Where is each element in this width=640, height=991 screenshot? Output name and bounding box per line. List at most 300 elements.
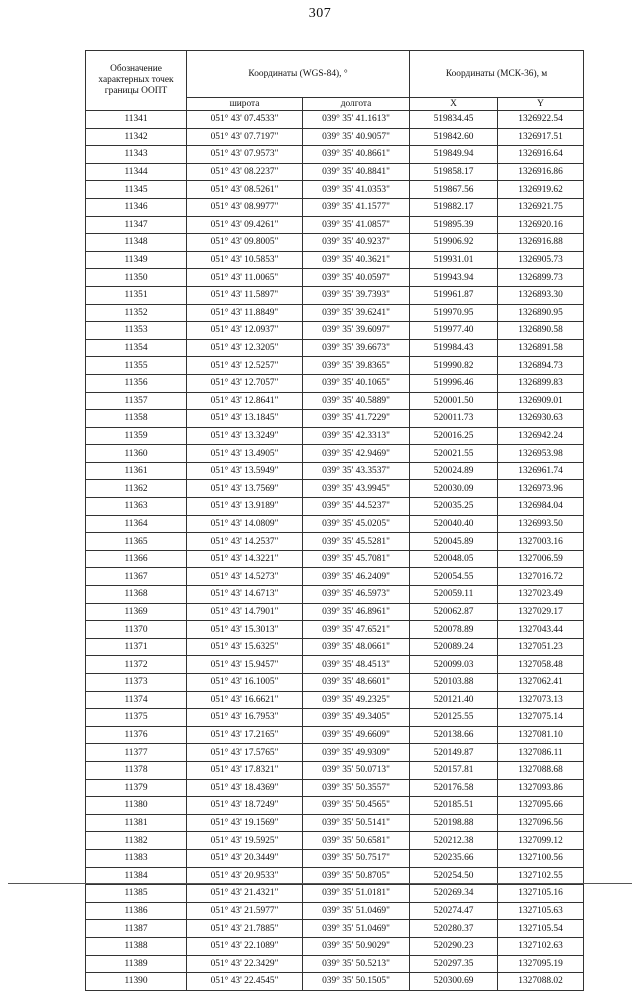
longitude-cell: 039° 35' 50.4565" bbox=[303, 797, 410, 815]
point-id-cell: 11381 bbox=[86, 814, 187, 832]
header-x: X bbox=[410, 98, 498, 111]
point-id-cell: 11346 bbox=[86, 198, 187, 216]
y-cell: 1326984.04 bbox=[498, 498, 584, 516]
x-cell: 519882.17 bbox=[410, 198, 498, 216]
x-cell: 520290.23 bbox=[410, 937, 498, 955]
table-row bbox=[86, 937, 584, 955]
table-row bbox=[86, 128, 584, 146]
latitude-cell: 051° 43' 09.8005" bbox=[187, 234, 303, 252]
point-id-cell: 11390 bbox=[86, 973, 187, 991]
y-cell: 1327023.49 bbox=[498, 586, 584, 604]
table-row bbox=[86, 761, 584, 779]
y-cell: 1326961.74 bbox=[498, 462, 584, 480]
table-row bbox=[86, 656, 584, 674]
y-cell: 1327003.16 bbox=[498, 533, 584, 551]
y-cell: 1326916.86 bbox=[498, 163, 584, 181]
table-row bbox=[86, 726, 584, 744]
x-cell: 520054.55 bbox=[410, 568, 498, 586]
longitude-cell: 039° 35' 39.8365" bbox=[303, 357, 410, 375]
x-cell: 520078.89 bbox=[410, 621, 498, 639]
x-cell: 519867.56 bbox=[410, 181, 498, 199]
longitude-cell: 039° 35' 48.0661" bbox=[303, 638, 410, 656]
longitude-cell: 039° 35' 48.6601" bbox=[303, 674, 410, 692]
y-cell: 1326917.51 bbox=[498, 128, 584, 146]
x-cell: 520176.58 bbox=[410, 779, 498, 797]
latitude-cell: 051° 43' 21.4321" bbox=[187, 885, 303, 903]
longitude-cell: 039° 35' 40.8841" bbox=[303, 163, 410, 181]
latitude-cell: 051° 43' 09.4261" bbox=[187, 216, 303, 234]
latitude-cell: 051° 43' 11.5897" bbox=[187, 286, 303, 304]
table-row bbox=[86, 920, 584, 938]
x-cell: 519895.39 bbox=[410, 216, 498, 234]
point-id-cell: 11351 bbox=[86, 286, 187, 304]
latitude-cell: 051° 43' 08.5261" bbox=[187, 181, 303, 199]
point-id-cell: 11348 bbox=[86, 234, 187, 252]
x-cell: 520198.88 bbox=[410, 814, 498, 832]
y-cell: 1327073.13 bbox=[498, 691, 584, 709]
y-cell: 1326890.58 bbox=[498, 322, 584, 340]
table-row bbox=[86, 286, 584, 304]
y-cell: 1327043.44 bbox=[498, 621, 584, 639]
y-cell: 1327095.66 bbox=[498, 797, 584, 815]
y-cell: 1326891.58 bbox=[498, 339, 584, 357]
longitude-cell: 039° 35' 40.8661" bbox=[303, 146, 410, 164]
point-id-cell: 11363 bbox=[86, 498, 187, 516]
y-cell: 1327051.23 bbox=[498, 638, 584, 656]
longitude-cell: 039° 35' 49.2325" bbox=[303, 691, 410, 709]
table-row bbox=[86, 111, 584, 129]
table-row bbox=[86, 462, 584, 480]
x-cell: 520212.38 bbox=[410, 832, 498, 850]
longitude-cell: 039° 35' 50.1505" bbox=[303, 973, 410, 991]
point-id-cell: 11373 bbox=[86, 674, 187, 692]
latitude-cell: 051° 43' 07.4533" bbox=[187, 111, 303, 129]
header-wgs84: Координаты (WGS-84), ° bbox=[187, 51, 410, 98]
latitude-cell: 051° 43' 19.1569" bbox=[187, 814, 303, 832]
point-id-cell: 11376 bbox=[86, 726, 187, 744]
y-cell: 1327016.72 bbox=[498, 568, 584, 586]
x-cell: 519834.45 bbox=[410, 111, 498, 129]
y-cell: 1327095.19 bbox=[498, 955, 584, 973]
longitude-cell: 039° 35' 50.9029" bbox=[303, 937, 410, 955]
x-cell: 520149.87 bbox=[410, 744, 498, 762]
longitude-cell: 039° 35' 50.6581" bbox=[303, 832, 410, 850]
point-id-cell: 11341 bbox=[86, 111, 187, 129]
table-row bbox=[86, 234, 584, 252]
y-cell: 1327081.10 bbox=[498, 726, 584, 744]
point-id-cell: 11362 bbox=[86, 480, 187, 498]
table-row bbox=[86, 498, 584, 516]
x-cell: 520040.40 bbox=[410, 515, 498, 533]
table-row bbox=[86, 955, 584, 973]
header-latitude: широта bbox=[187, 98, 303, 111]
table-row bbox=[86, 357, 584, 375]
table-row bbox=[86, 621, 584, 639]
longitude-cell: 039° 35' 50.3557" bbox=[303, 779, 410, 797]
longitude-cell: 039° 35' 49.3405" bbox=[303, 709, 410, 727]
y-cell: 1326993.50 bbox=[498, 515, 584, 533]
table-row bbox=[86, 709, 584, 727]
x-cell: 520300.69 bbox=[410, 973, 498, 991]
y-cell: 1326922.54 bbox=[498, 111, 584, 129]
point-id-cell: 11344 bbox=[86, 163, 187, 181]
x-cell: 520059.11 bbox=[410, 586, 498, 604]
latitude-cell: 051° 43' 22.3429" bbox=[187, 955, 303, 973]
table-row bbox=[86, 410, 584, 428]
x-cell: 520099.03 bbox=[410, 656, 498, 674]
longitude-cell: 039° 35' 39.7393" bbox=[303, 286, 410, 304]
y-cell: 1327105.16 bbox=[498, 885, 584, 903]
y-cell: 1326930.63 bbox=[498, 410, 584, 428]
y-cell: 1327093.86 bbox=[498, 779, 584, 797]
x-cell: 520280.37 bbox=[410, 920, 498, 938]
point-id-cell: 11349 bbox=[86, 251, 187, 269]
longitude-cell: 039° 35' 50.0713" bbox=[303, 761, 410, 779]
point-id-cell: 11355 bbox=[86, 357, 187, 375]
latitude-cell: 051° 43' 13.1845" bbox=[187, 410, 303, 428]
table-row bbox=[86, 744, 584, 762]
longitude-cell: 039° 35' 40.0597" bbox=[303, 269, 410, 287]
point-id-cell: 11386 bbox=[86, 902, 187, 920]
point-id-cell: 11347 bbox=[86, 216, 187, 234]
latitude-cell: 051° 43' 12.8641" bbox=[187, 392, 303, 410]
y-cell: 1327105.63 bbox=[498, 902, 584, 920]
table-row bbox=[86, 339, 584, 357]
latitude-cell: 051° 43' 16.7953" bbox=[187, 709, 303, 727]
latitude-cell: 051° 43' 15.9457" bbox=[187, 656, 303, 674]
longitude-cell: 039° 35' 48.4513" bbox=[303, 656, 410, 674]
latitude-cell: 051° 43' 22.1089" bbox=[187, 937, 303, 955]
x-cell: 519984.43 bbox=[410, 339, 498, 357]
latitude-cell: 051° 43' 17.5765" bbox=[187, 744, 303, 762]
x-cell: 520011.73 bbox=[410, 410, 498, 428]
y-cell: 1326905.73 bbox=[498, 251, 584, 269]
point-id-cell: 11361 bbox=[86, 462, 187, 480]
header-y: Y bbox=[498, 98, 584, 111]
point-id-cell: 11372 bbox=[86, 656, 187, 674]
table-row bbox=[86, 533, 584, 551]
y-cell: 1326890.95 bbox=[498, 304, 584, 322]
y-cell: 1326899.73 bbox=[498, 269, 584, 287]
latitude-cell: 051° 43' 13.3249" bbox=[187, 427, 303, 445]
x-cell: 519931.01 bbox=[410, 251, 498, 269]
table-row bbox=[86, 867, 584, 885]
point-id-cell: 11378 bbox=[86, 761, 187, 779]
y-cell: 1326894.73 bbox=[498, 357, 584, 375]
y-cell: 1327088.02 bbox=[498, 973, 584, 991]
y-cell: 1326899.83 bbox=[498, 374, 584, 392]
latitude-cell: 051° 43' 12.5257" bbox=[187, 357, 303, 375]
latitude-cell: 051° 43' 17.2165" bbox=[187, 726, 303, 744]
point-id-cell: 11354 bbox=[86, 339, 187, 357]
latitude-cell: 051° 43' 19.5925" bbox=[187, 832, 303, 850]
longitude-cell: 039° 35' 50.5141" bbox=[303, 814, 410, 832]
x-cell: 520045.89 bbox=[410, 533, 498, 551]
latitude-cell: 051° 43' 07.7197" bbox=[187, 128, 303, 146]
point-id-cell: 11359 bbox=[86, 427, 187, 445]
y-cell: 1326920.16 bbox=[498, 216, 584, 234]
table-row bbox=[86, 814, 584, 832]
longitude-cell: 039° 35' 39.6097" bbox=[303, 322, 410, 340]
longitude-cell: 039° 35' 45.0205" bbox=[303, 515, 410, 533]
point-id-cell: 11375 bbox=[86, 709, 187, 727]
longitude-cell: 039° 35' 43.9945" bbox=[303, 480, 410, 498]
point-id-cell: 11389 bbox=[86, 955, 187, 973]
longitude-cell: 039° 35' 41.1613" bbox=[303, 111, 410, 129]
longitude-cell: 039° 35' 40.9237" bbox=[303, 234, 410, 252]
y-cell: 1327006.59 bbox=[498, 550, 584, 568]
table-row bbox=[86, 216, 584, 234]
latitude-cell: 051° 43' 21.7885" bbox=[187, 920, 303, 938]
header-msk36: Координаты (МСК-36), м bbox=[410, 51, 584, 98]
latitude-cell: 051° 43' 14.0809" bbox=[187, 515, 303, 533]
point-id-cell: 11369 bbox=[86, 603, 187, 621]
table-row bbox=[86, 251, 584, 269]
x-cell: 519990.82 bbox=[410, 357, 498, 375]
latitude-cell: 051° 43' 11.8849" bbox=[187, 304, 303, 322]
longitude-cell: 039° 35' 40.9057" bbox=[303, 128, 410, 146]
longitude-cell: 039° 35' 40.1065" bbox=[303, 374, 410, 392]
table-row bbox=[86, 427, 584, 445]
latitude-cell: 051° 43' 14.6713" bbox=[187, 586, 303, 604]
y-cell: 1327058.48 bbox=[498, 656, 584, 674]
x-cell: 520254.50 bbox=[410, 867, 498, 885]
x-cell: 519858.17 bbox=[410, 163, 498, 181]
latitude-cell: 051° 43' 14.7901" bbox=[187, 603, 303, 621]
longitude-cell: 039° 35' 43.3537" bbox=[303, 462, 410, 480]
coordinates-table bbox=[85, 50, 584, 991]
longitude-cell: 039° 35' 42.9469" bbox=[303, 445, 410, 463]
point-id-cell: 11364 bbox=[86, 515, 187, 533]
longitude-cell: 039° 35' 51.0181" bbox=[303, 885, 410, 903]
y-cell: 1327075.14 bbox=[498, 709, 584, 727]
y-cell: 1326909.01 bbox=[498, 392, 584, 410]
x-cell: 520030.09 bbox=[410, 480, 498, 498]
x-cell: 519961.87 bbox=[410, 286, 498, 304]
longitude-cell: 039° 35' 49.9309" bbox=[303, 744, 410, 762]
latitude-cell: 051° 43' 20.3449" bbox=[187, 849, 303, 867]
point-id-cell: 11379 bbox=[86, 779, 187, 797]
latitude-cell: 051° 43' 21.5977" bbox=[187, 902, 303, 920]
x-cell: 520138.66 bbox=[410, 726, 498, 744]
x-cell: 520274.47 bbox=[410, 902, 498, 920]
y-cell: 1327099.12 bbox=[498, 832, 584, 850]
header-designation: Обозначение характерных точек границы ООПТ bbox=[86, 51, 187, 111]
x-cell: 519977.40 bbox=[410, 322, 498, 340]
latitude-cell: 051° 43' 07.9573" bbox=[187, 146, 303, 164]
latitude-cell: 051° 43' 15.6325" bbox=[187, 638, 303, 656]
x-cell: 520121.40 bbox=[410, 691, 498, 709]
point-id-cell: 11384 bbox=[86, 867, 187, 885]
point-id-cell: 11353 bbox=[86, 322, 187, 340]
y-cell: 1326916.64 bbox=[498, 146, 584, 164]
x-cell: 520001.50 bbox=[410, 392, 498, 410]
table-row bbox=[86, 392, 584, 410]
table-row bbox=[86, 269, 584, 287]
y-cell: 1326953.98 bbox=[498, 445, 584, 463]
x-cell: 519906.92 bbox=[410, 234, 498, 252]
latitude-cell: 051° 43' 16.1005" bbox=[187, 674, 303, 692]
table-row bbox=[86, 568, 584, 586]
table-row bbox=[86, 322, 584, 340]
longitude-cell: 039° 35' 46.5973" bbox=[303, 586, 410, 604]
y-cell: 1326921.75 bbox=[498, 198, 584, 216]
x-cell: 520062.87 bbox=[410, 603, 498, 621]
longitude-cell: 039° 35' 41.0353" bbox=[303, 181, 410, 199]
x-cell: 520297.35 bbox=[410, 955, 498, 973]
table-row bbox=[86, 198, 584, 216]
latitude-cell: 051° 43' 13.7569" bbox=[187, 480, 303, 498]
y-cell: 1326919.62 bbox=[498, 181, 584, 199]
longitude-cell: 039° 35' 49.6609" bbox=[303, 726, 410, 744]
x-cell: 519943.94 bbox=[410, 269, 498, 287]
header-longitude: долгота bbox=[303, 98, 410, 111]
y-cell: 1327102.55 bbox=[498, 867, 584, 885]
table-row bbox=[86, 779, 584, 797]
latitude-cell: 051° 43' 11.0065" bbox=[187, 269, 303, 287]
latitude-cell: 051° 43' 14.5273" bbox=[187, 568, 303, 586]
longitude-cell: 039° 35' 42.3313" bbox=[303, 427, 410, 445]
point-id-cell: 11377 bbox=[86, 744, 187, 762]
table-row bbox=[86, 973, 584, 991]
longitude-cell: 039° 35' 39.6241" bbox=[303, 304, 410, 322]
table-row bbox=[86, 885, 584, 903]
y-cell: 1326973.96 bbox=[498, 480, 584, 498]
latitude-cell: 051° 43' 14.3221" bbox=[187, 550, 303, 568]
table-row bbox=[86, 146, 584, 164]
point-id-cell: 11356 bbox=[86, 374, 187, 392]
table-row bbox=[86, 832, 584, 850]
table-row bbox=[86, 586, 584, 604]
x-cell: 520185.51 bbox=[410, 797, 498, 815]
table-row bbox=[86, 515, 584, 533]
table-row bbox=[86, 163, 584, 181]
latitude-cell: 051° 43' 12.3205" bbox=[187, 339, 303, 357]
longitude-cell: 039° 35' 39.6673" bbox=[303, 339, 410, 357]
latitude-cell: 051° 43' 10.5853" bbox=[187, 251, 303, 269]
point-id-cell: 11360 bbox=[86, 445, 187, 463]
table-row bbox=[86, 603, 584, 621]
longitude-cell: 039° 35' 41.1577" bbox=[303, 198, 410, 216]
point-id-cell: 11371 bbox=[86, 638, 187, 656]
longitude-cell: 039° 35' 40.5889" bbox=[303, 392, 410, 410]
latitude-cell: 051° 43' 17.8321" bbox=[187, 761, 303, 779]
x-cell: 520235.66 bbox=[410, 849, 498, 867]
table-row bbox=[86, 691, 584, 709]
x-cell: 520103.88 bbox=[410, 674, 498, 692]
table-row bbox=[86, 902, 584, 920]
table-row bbox=[86, 849, 584, 867]
x-cell: 520021.55 bbox=[410, 445, 498, 463]
x-cell: 520089.24 bbox=[410, 638, 498, 656]
point-id-cell: 11365 bbox=[86, 533, 187, 551]
longitude-cell: 039° 35' 50.5213" bbox=[303, 955, 410, 973]
x-cell: 520048.05 bbox=[410, 550, 498, 568]
longitude-cell: 039° 35' 47.6521" bbox=[303, 621, 410, 639]
longitude-cell: 039° 35' 45.7081" bbox=[303, 550, 410, 568]
latitude-cell: 051° 43' 12.7057" bbox=[187, 374, 303, 392]
latitude-cell: 051° 43' 08.9977" bbox=[187, 198, 303, 216]
point-id-cell: 11352 bbox=[86, 304, 187, 322]
latitude-cell: 051° 43' 18.7249" bbox=[187, 797, 303, 815]
x-cell: 520269.34 bbox=[410, 885, 498, 903]
y-cell: 1327105.54 bbox=[498, 920, 584, 938]
point-id-cell: 11342 bbox=[86, 128, 187, 146]
latitude-cell: 051° 43' 15.3013" bbox=[187, 621, 303, 639]
longitude-cell: 039° 35' 50.7517" bbox=[303, 849, 410, 867]
point-id-cell: 11388 bbox=[86, 937, 187, 955]
longitude-cell: 039° 35' 46.2409" bbox=[303, 568, 410, 586]
x-cell: 519842.60 bbox=[410, 128, 498, 146]
table-row bbox=[86, 638, 584, 656]
longitude-cell: 039° 35' 45.5281" bbox=[303, 533, 410, 551]
x-cell: 520157.81 bbox=[410, 761, 498, 779]
point-id-cell: 11387 bbox=[86, 920, 187, 938]
latitude-cell: 051° 43' 18.4369" bbox=[187, 779, 303, 797]
y-cell: 1327088.68 bbox=[498, 761, 584, 779]
longitude-cell: 039° 35' 44.5237" bbox=[303, 498, 410, 516]
point-id-cell: 11366 bbox=[86, 550, 187, 568]
latitude-cell: 051° 43' 12.0937" bbox=[187, 322, 303, 340]
x-cell: 519970.95 bbox=[410, 304, 498, 322]
latitude-cell: 051° 43' 22.4545" bbox=[187, 973, 303, 991]
table-row bbox=[86, 480, 584, 498]
latitude-cell: 051° 43' 14.2537" bbox=[187, 533, 303, 551]
point-id-cell: 11358 bbox=[86, 410, 187, 428]
table-row bbox=[86, 181, 584, 199]
latitude-cell: 051° 43' 08.2237" bbox=[187, 163, 303, 181]
longitude-cell: 039° 35' 51.0469" bbox=[303, 920, 410, 938]
table-row bbox=[86, 445, 584, 463]
x-cell: 519996.46 bbox=[410, 374, 498, 392]
point-id-cell: 11382 bbox=[86, 832, 187, 850]
point-id-cell: 11385 bbox=[86, 885, 187, 903]
x-cell: 519849.94 bbox=[410, 146, 498, 164]
y-cell: 1327029.17 bbox=[498, 603, 584, 621]
latitude-cell: 051° 43' 13.5949" bbox=[187, 462, 303, 480]
point-id-cell: 11345 bbox=[86, 181, 187, 199]
x-cell: 520016.25 bbox=[410, 427, 498, 445]
point-id-cell: 11357 bbox=[86, 392, 187, 410]
y-cell: 1326942.24 bbox=[498, 427, 584, 445]
longitude-cell: 039° 35' 50.8705" bbox=[303, 867, 410, 885]
latitude-cell: 051° 43' 13.4905" bbox=[187, 445, 303, 463]
bottom-divider bbox=[8, 883, 632, 884]
point-id-cell: 11350 bbox=[86, 269, 187, 287]
latitude-cell: 051° 43' 13.9189" bbox=[187, 498, 303, 516]
point-id-cell: 11367 bbox=[86, 568, 187, 586]
y-cell: 1327086.11 bbox=[498, 744, 584, 762]
longitude-cell: 039° 35' 40.3621" bbox=[303, 251, 410, 269]
table-row bbox=[86, 797, 584, 815]
x-cell: 520035.25 bbox=[410, 498, 498, 516]
table-body bbox=[86, 111, 584, 991]
longitude-cell: 039° 35' 41.7229" bbox=[303, 410, 410, 428]
point-id-cell: 11370 bbox=[86, 621, 187, 639]
point-id-cell: 11380 bbox=[86, 797, 187, 815]
y-cell: 1327102.63 bbox=[498, 937, 584, 955]
y-cell: 1327100.56 bbox=[498, 849, 584, 867]
longitude-cell: 039° 35' 46.8961" bbox=[303, 603, 410, 621]
longitude-cell: 039° 35' 51.0469" bbox=[303, 902, 410, 920]
point-id-cell: 11374 bbox=[86, 691, 187, 709]
table-row bbox=[86, 550, 584, 568]
y-cell: 1326893.30 bbox=[498, 286, 584, 304]
y-cell: 1326916.88 bbox=[498, 234, 584, 252]
page-number: 307 bbox=[308, 6, 332, 21]
point-id-cell: 11343 bbox=[86, 146, 187, 164]
point-id-cell: 11368 bbox=[86, 586, 187, 604]
